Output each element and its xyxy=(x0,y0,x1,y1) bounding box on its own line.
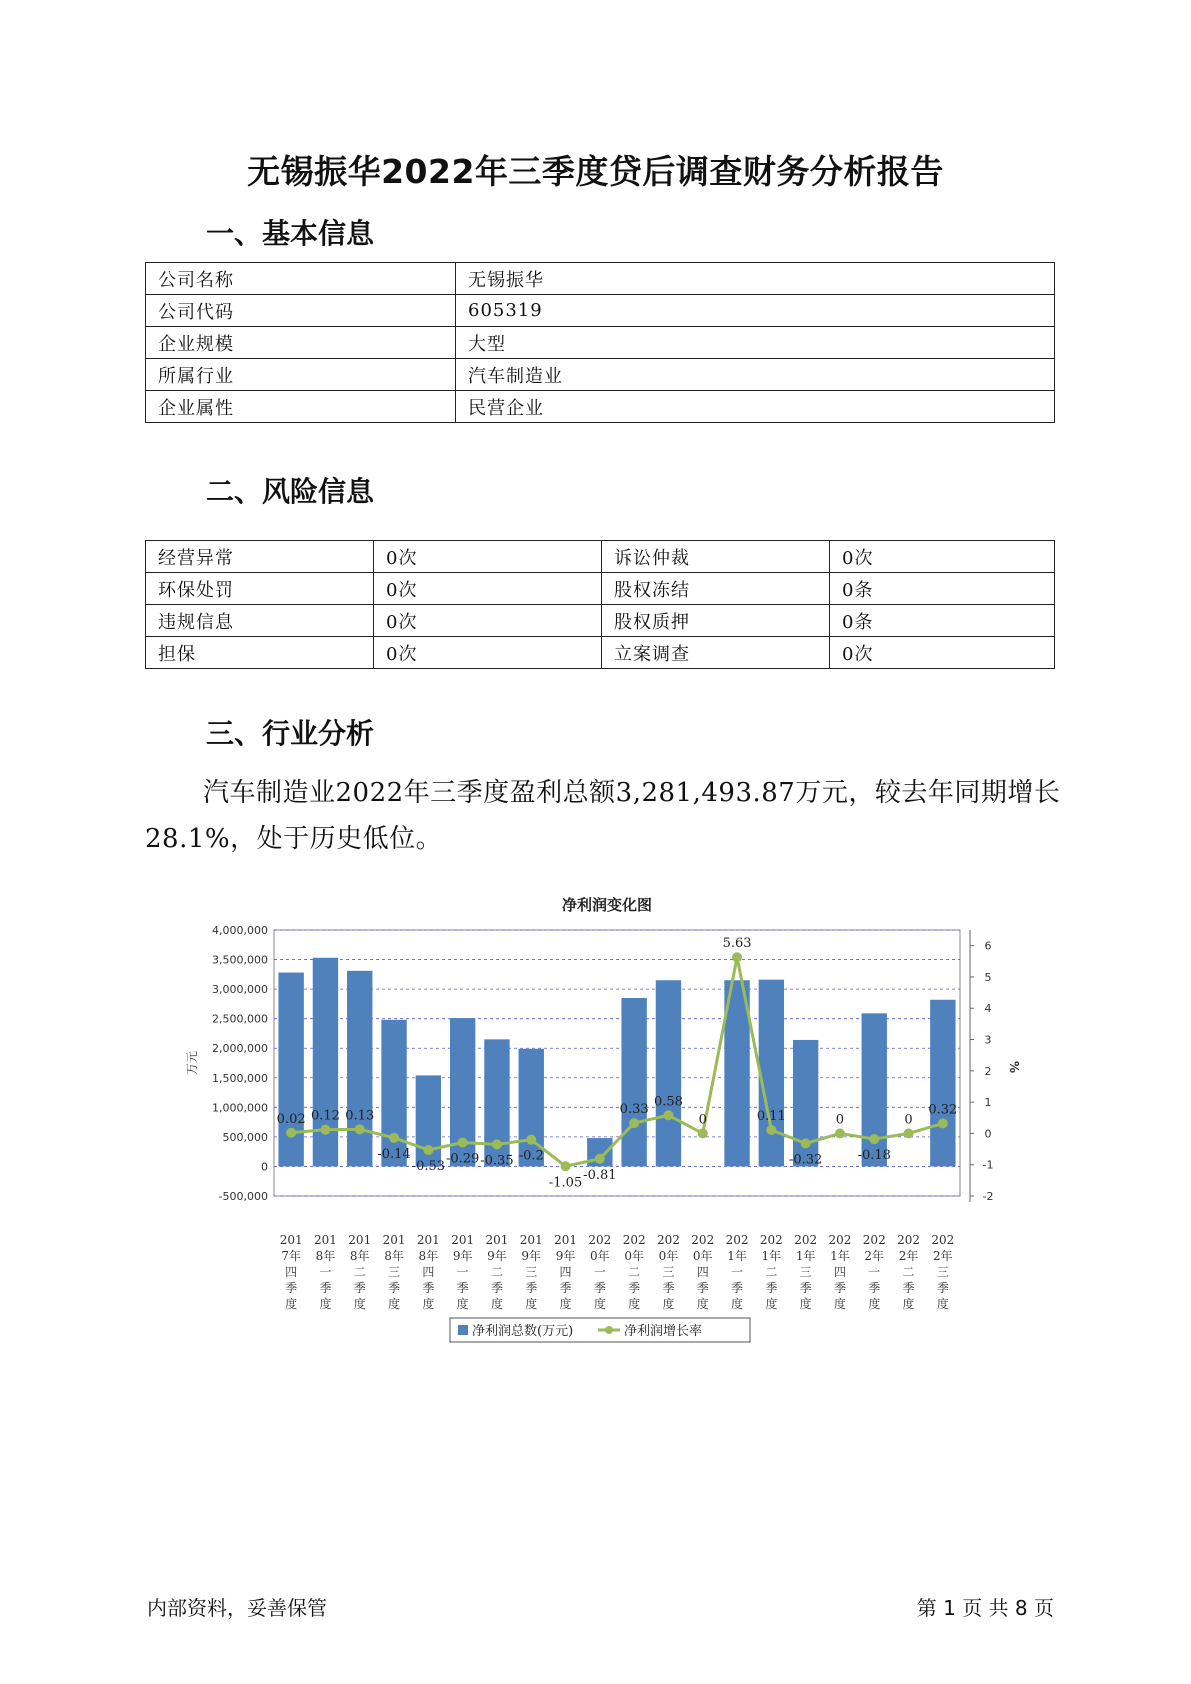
y2-tick-label: 6 xyxy=(984,939,992,953)
growth-point xyxy=(561,1161,571,1171)
x-tick-label: 201 9年一季度 xyxy=(451,1233,475,1311)
basic-value: 汽车制造业 xyxy=(456,359,1055,391)
growth-data-label: -0.32 xyxy=(788,1152,823,1168)
x-tick-label: 202 2年二季度 xyxy=(897,1233,921,1311)
growth-data-label: 0 xyxy=(904,1112,913,1128)
basic-info-table xyxy=(145,262,1055,423)
y-tick-label: 3,500,000 xyxy=(212,953,268,967)
basic-value: 无锡振华 xyxy=(456,263,1055,295)
y2-tick-label: -2 xyxy=(982,1190,994,1203)
basic-label: 所属行业 xyxy=(146,359,456,391)
x-tick-label: 201 9年四季度 xyxy=(554,1233,578,1311)
x-tick-label: 202 2年三季度 xyxy=(931,1233,955,1311)
section-risk-info: 二、风险信息 xyxy=(206,475,375,508)
growth-point xyxy=(286,1128,296,1138)
table-row xyxy=(146,359,1055,391)
growth-data-label: 0.32 xyxy=(928,1102,958,1118)
y-tick-label: 4,000,000 xyxy=(212,924,268,937)
bar xyxy=(756,980,786,1167)
basic-value: 605319 xyxy=(456,295,1055,327)
table-row xyxy=(146,637,1055,669)
basic-value: 民营企业 xyxy=(456,391,1055,423)
y-tick-label: 1,500,000 xyxy=(212,1071,268,1085)
table-row xyxy=(146,573,1055,605)
table-row xyxy=(146,541,1055,573)
risk-value: 0条 xyxy=(830,605,1055,637)
footer-page-number: 第 1 页 共 8 页 xyxy=(916,1596,1054,1620)
risk-label: 立案调查 xyxy=(602,637,830,669)
risk-label: 环保处罚 xyxy=(146,573,374,605)
x-tick-label: 201 8年三季度 xyxy=(382,1233,406,1311)
risk-label: 经营异常 xyxy=(146,541,374,573)
growth-data-label: 0 xyxy=(698,1112,707,1128)
risk-value: 0次 xyxy=(830,637,1055,669)
growth-data-label: -0.53 xyxy=(411,1158,446,1174)
growth-point xyxy=(801,1138,811,1148)
growth-point xyxy=(904,1128,914,1138)
y2-tick-label: 4 xyxy=(984,1002,992,1016)
y2-tick-label: 2 xyxy=(984,1064,992,1078)
growth-point xyxy=(629,1118,639,1128)
growth-data-label: 0.02 xyxy=(276,1111,306,1127)
report-title: 无锡振华2022年三季度贷后调查财务分析报告 xyxy=(247,152,944,191)
x-tick-label: 201 8年一季度 xyxy=(313,1233,337,1311)
growth-point xyxy=(492,1139,502,1149)
growth-data-label: -0.81 xyxy=(583,1167,617,1183)
growth-data-label: -0.14 xyxy=(377,1146,411,1162)
table-row xyxy=(146,327,1055,359)
x-tick-label: 202 1年四季度 xyxy=(828,1233,852,1311)
risk-label: 违规信息 xyxy=(146,605,374,637)
y-tick-label: 2,500,000 xyxy=(212,1012,268,1026)
y-tick-label: 0 xyxy=(261,1160,268,1174)
growth-data-label: 0.12 xyxy=(310,1108,340,1124)
growth-point xyxy=(355,1124,365,1134)
y2-axis-title: % xyxy=(1007,1060,1021,1074)
growth-data-label: -0.18 xyxy=(857,1148,891,1164)
legend-label-bars: 净利润总数(万元) xyxy=(472,1324,574,1339)
table-row xyxy=(146,263,1055,295)
growth-point xyxy=(766,1125,776,1135)
growth-data-label: 0.58 xyxy=(653,1094,683,1110)
chart-title: 净利润变化图 xyxy=(561,896,653,914)
growth-point xyxy=(389,1133,399,1143)
growth-data-label: 0 xyxy=(835,1112,845,1128)
risk-value: 0次 xyxy=(374,605,602,637)
risk-label: 担保 xyxy=(146,637,374,669)
risk-label: 股权质押 xyxy=(602,605,830,637)
bar xyxy=(621,998,646,1166)
growth-point xyxy=(869,1134,879,1144)
table-row xyxy=(146,295,1055,327)
x-tick-label: 201 9年二季度 xyxy=(485,1233,509,1311)
growth-point xyxy=(732,952,742,962)
section-industry-analysis: 三、行业分析 xyxy=(206,717,375,750)
section-basic-info: 一、基本信息 xyxy=(206,217,375,250)
x-tick-label: 201 8年二季度 xyxy=(348,1233,372,1311)
growth-point xyxy=(698,1128,708,1138)
y-axis-title: 万元 xyxy=(185,1050,199,1076)
legend-label-line: 净利润增长率 xyxy=(624,1324,703,1339)
risk-value: 0次 xyxy=(374,541,602,573)
y-tick-label: 1,000,000 xyxy=(212,1101,268,1115)
risk-value: 0次 xyxy=(374,573,602,605)
x-tick-label: 201 9年三季度 xyxy=(519,1233,543,1311)
risk-info-table xyxy=(145,540,1055,669)
basic-value: 大型 xyxy=(456,327,1055,359)
growth-point xyxy=(526,1135,536,1145)
y-tick-label: 2,000,000 xyxy=(212,1042,268,1056)
risk-value: 0条 xyxy=(830,573,1055,605)
y-tick-label: 500,000 xyxy=(222,1130,268,1144)
basic-label: 企业属性 xyxy=(146,391,456,423)
bar xyxy=(653,980,683,1166)
bar xyxy=(381,1020,406,1167)
y2-tick-label: 3 xyxy=(984,1033,992,1047)
growth-point xyxy=(835,1128,845,1138)
bar xyxy=(345,971,375,1167)
legend-swatch-bars xyxy=(458,1325,468,1335)
growth-data-label: -0.35 xyxy=(480,1153,514,1169)
y-tick-label: -500,000 xyxy=(218,1190,268,1203)
x-tick-label: 202 0年一季度 xyxy=(588,1233,612,1311)
growth-point xyxy=(320,1125,330,1135)
growth-data-label: -1.05 xyxy=(548,1175,583,1191)
chart-svg xyxy=(180,890,1021,1360)
basic-label: 企业规模 xyxy=(146,327,456,359)
table-row xyxy=(146,391,1055,423)
basic-label: 公司名称 xyxy=(146,263,456,295)
x-tick-label: 202 0年二季度 xyxy=(622,1233,646,1311)
risk-label: 诉讼仲裁 xyxy=(602,541,830,573)
growth-data-label: -0.29 xyxy=(445,1151,480,1167)
x-tick-label: 201 8年四季度 xyxy=(416,1233,440,1311)
risk-value: 0次 xyxy=(830,541,1055,573)
bar xyxy=(310,958,340,1167)
y2-tick-label: 1 xyxy=(984,1096,992,1110)
legend-swatch-marker xyxy=(605,1326,613,1334)
x-tick-label: 202 1年一季度 xyxy=(725,1233,749,1311)
growth-data-label: 0.33 xyxy=(619,1102,649,1118)
growth-data-label: 0.11 xyxy=(756,1108,786,1124)
growth-data-label: 0.13 xyxy=(345,1108,375,1124)
industry-paragraph: 汽车制造业2022年三季度盈利总额3,281,493.87万元，较去年同期增长28.1%，处于历史低位。 xyxy=(145,778,1061,854)
growth-point xyxy=(938,1118,948,1128)
growth-data-label: 5.63 xyxy=(722,936,752,952)
x-tick-label: 202 0年三季度 xyxy=(656,1233,680,1311)
table-row xyxy=(146,605,1055,637)
x-tick-label: 202 2年一季度 xyxy=(862,1233,886,1311)
y2-tick-label: 0 xyxy=(984,1127,992,1141)
x-tick-label: 201 7年四季度 xyxy=(279,1233,303,1311)
growth-point xyxy=(423,1145,433,1155)
net-profit-chart xyxy=(180,890,1021,1360)
x-tick-label: 202 1年二季度 xyxy=(759,1233,783,1311)
y2-tick-label: 5 xyxy=(984,970,992,984)
y2-tick-label: -1 xyxy=(982,1158,994,1172)
y-tick-label: 3,000,000 xyxy=(212,983,268,997)
x-tick-label: 202 0年四季度 xyxy=(691,1233,715,1311)
bar xyxy=(928,1000,958,1167)
risk-value: 0次 xyxy=(374,637,602,669)
risk-label: 股权冻结 xyxy=(602,573,830,605)
growth-point xyxy=(663,1110,673,1120)
growth-point xyxy=(595,1154,605,1164)
growth-data-label: -0.2 xyxy=(518,1148,544,1164)
growth-point xyxy=(458,1137,468,1147)
x-tick-label: 202 1年三季度 xyxy=(794,1233,818,1311)
footer-confidential: 内部资料，妥善保管 xyxy=(147,1596,327,1620)
basic-label: 公司代码 xyxy=(146,295,456,327)
